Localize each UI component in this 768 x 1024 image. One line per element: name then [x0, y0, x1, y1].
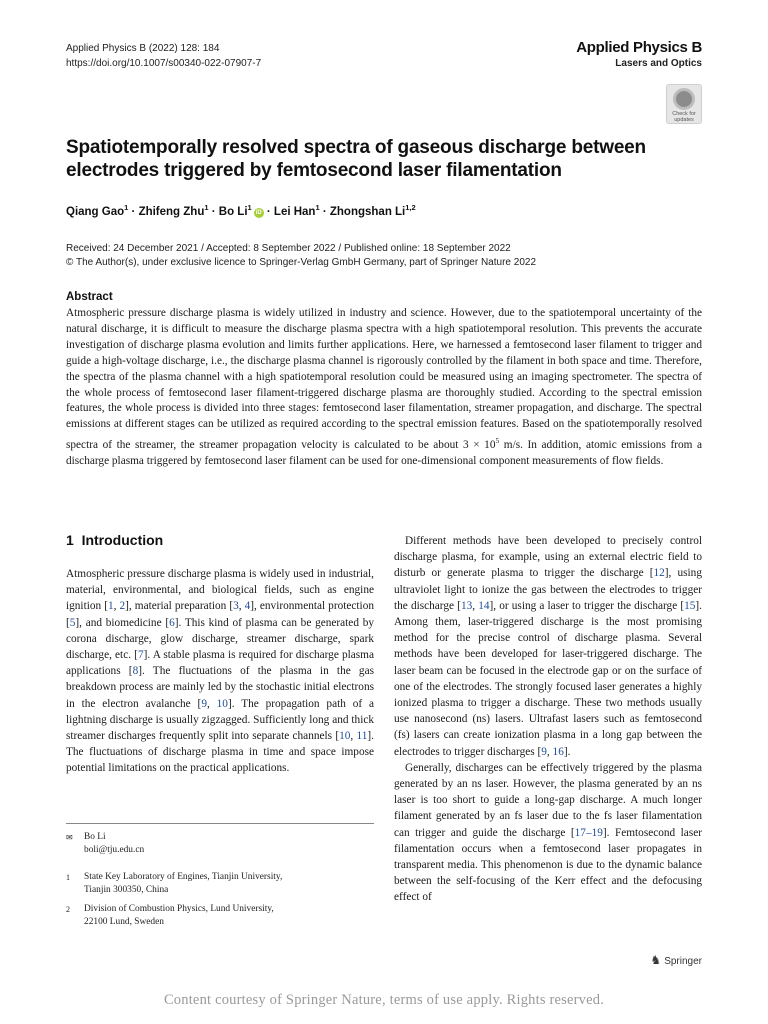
author-affiliation-sup: 1: [315, 203, 320, 212]
abstract-body: Atmospheric pressure discharge plasma is widely utilized in industry and science. However, due to the spatiotemporal uncertainty of the natural discharge, it is difficult to measure the discharge plasma spectra with a high spatiotemporal resolution. This prevents the accurate investigation of discharge plasma evolution and limits further applications. Here, we harnessed a femtosecond laser filament to trigger and guide a high-voltage discharge, i.e., the discharge plasma channel is rigorously controlled by the filament in both space and time. Therefore, the spectra of the plasma channel with a high spatiotemporal resolution could be measured using an imaging spectrometer. The spectra of the whole process of femtosecond laser filament-triggered discharge plasma are thoroughly studied. According to the spectral emission features, the whole process is divided into three stages: femtosecond laser filamentation, streamer propagation, and discharge. The spectral emissions at different stages can be utilized as required according to the spectral emission features. Based on the spatiotemporally resolved spectra of the streamer, the streamer propagation velocity is calculated to be about $3 \times 10^5$ m/s. In addition, atomic emissions from a discharge plasma triggered by femtosecond laser filament can be used for one-dimensional component measurements of flow fields.: [66, 307, 703, 467]
paragraph-intro-1: Atmospheric pressure discharge plasma is widely used in industrial, material, environmental, and biological fields, such as engine ignition [1, 2], material preparation [3, 4], environmental protection [5], and biomedicine [6]. This kind of plasma can be generated by corona discharge, glow discharge, streamer discharge, spark discharge, etc. [7]. A stable plasma is required for discharge plasma applications [8]. The fluctuations of the plasma in the gas breakdown process are mainly led by the stochastic initial electrons in the electron avalanche [9, 10]. The propagation path of a lightning discharge is usually zigzagged. Sufficiently long and thick streamer discharges frequently split into separate channels [10, 11]. The fluctuations of discharge plasma in time and space impose potential limitations on the practical applications.: [66, 568, 374, 775]
paragraph-intro-2: Different methods have been developed to precisely control discharge plasma, for example, using an external electric field to disturb or generate plasma to trigger the discharge [12], using ultraviolet light to ionize the gas between the electrodes to trigger the discharge [13, 14], or using a laser to trigger the discharge [15]. Among them, laser-triggered discharge is the most promising method for the precise control of discharge plasma. Several methods have been developed for laser-triggered discharge. The laser beam can be focused in the electrode gap or on the surface of one of the electrodes. The strongly focused laser generates a highly ionized plasma to trigger a discharge. These two methods usually use nanosecond (ns) lasers. Ultrafast lasers such as femtosecond (fs) lasers can create ionization plasma in a long gap between the electrodes to trigger discharges [9, 16].: [394, 535, 703, 758]
section-heading-introduction: 1 Introduction: [66, 532, 164, 548]
footnote-divider: [66, 823, 374, 824]
author-separator: ·: [128, 205, 139, 218]
citation-link[interactable]: 10: [216, 697, 228, 710]
check-for-updates-label: Check for updates: [672, 111, 696, 123]
corresponding-author-email[interactable]: boli@tju.edu.cn: [84, 845, 145, 855]
citation-link[interactable]: 4: [244, 600, 251, 613]
courtesy-notice: Content courtesy of Springer Nature, terms of use apply. Rights reserved.: [163, 992, 605, 1008]
citation-link[interactable]: 6: [169, 616, 175, 629]
citation-line: Applied Physics B (2022) 128: 184: [66, 43, 220, 54]
springer-horse-icon: ♞: [650, 953, 662, 967]
doi-link[interactable]: https://doi.org/10.1007/s00340-022-07907-7: [66, 58, 262, 69]
author-name[interactable]: Bo Li: [218, 205, 248, 218]
author-separator: ·: [263, 205, 274, 218]
author-name[interactable]: Zhifeng Zhu: [138, 205, 205, 218]
affiliation-marker: 1: [66, 873, 70, 882]
citation-link[interactable]: 7: [137, 649, 144, 662]
corresponding-author-name: Bo Li: [84, 832, 106, 842]
citation-link[interactable]: 9: [541, 745, 547, 758]
citation-link[interactable]: 12: [653, 567, 665, 580]
citation-link[interactable]: 14: [478, 599, 490, 612]
article-header: [66, 41, 261, 71]
author-separator: ·: [208, 205, 219, 218]
citation-link[interactable]: 3: [233, 600, 239, 613]
citation-link[interactable]: 13: [460, 599, 473, 612]
journal-subtitle: Lasers and Optics: [615, 58, 702, 69]
check-for-updates-button[interactable]: [666, 84, 702, 124]
affiliation-2: 2 Division of Combustion Physics, Lund University, 22100 Lund, Sweden: [66, 904, 274, 927]
author-affiliation-sup: 1: [247, 203, 252, 212]
author-affiliation-sup: 1: [124, 203, 129, 212]
author-affiliation-sup: 1,2: [405, 203, 416, 212]
journal-name: Applied Physics B: [576, 39, 702, 56]
citation-link[interactable]: 10: [339, 730, 351, 743]
citation-link[interactable]: 17–19: [574, 826, 603, 839]
citation-link[interactable]: 9: [201, 697, 207, 710]
citation-link[interactable]: 11: [356, 730, 368, 743]
abstract-heading: Abstract: [66, 291, 113, 303]
citation-link[interactable]: 16: [552, 745, 564, 758]
author-name[interactable]: Qiang Gao: [66, 205, 125, 218]
citation-link[interactable]: 15: [684, 599, 696, 612]
author-list: [66, 203, 416, 218]
publisher-logo: [650, 953, 702, 967]
check-for-updates-icon: [673, 88, 695, 110]
affiliation-1: 1 State Key Laboratory of Engines, Tianjin University, Tianjin 300350, China: [66, 872, 283, 895]
author-name[interactable]: Zhongshan Li: [329, 205, 406, 218]
envelope-icon: ✉: [66, 833, 73, 842]
journal-branding: [576, 39, 702, 69]
author-name[interactable]: Lei Han: [273, 205, 316, 218]
citation-link[interactable]: 8: [132, 665, 139, 678]
date-history: Received: 24 December 2021 / Accepted: 8 September 2022 / Published online: 18 September 2022: [66, 243, 511, 254]
orcid-icon[interactable]: iD: [255, 209, 262, 216]
paper-title: Spatiotemporally resolved spectra of gaseous discharge between electrodes triggered by femtosecond laser filamentation: [66, 137, 646, 181]
body-column-right: [394, 533, 702, 906]
publisher-name: Springer: [664, 956, 702, 967]
corresponding-author-note: [66, 831, 145, 857]
copyright-notice: © The Author(s), under exclusive licence to Springer-Verlag GmbH Germany, part of Springer Nature 2022: [66, 257, 536, 268]
publication-dates: [66, 242, 536, 270]
body-column-left: [66, 566, 374, 777]
paragraph-intro-3: Generally, discharges can be effectively triggered by the plasma generated by an ns laser. However, the plasma generated by an ns laser is too short to guide a long-gap discharge. A much longer filament generated by an fs laser due to the fs laser filamentation can trigger and guide the discharge [17–19]. Femtosecond laser filamentation occurs when a femtosecond laser propagates in transparent media. This phenomenon is due to the dynamic balance between the self-focusing of the Kerr effect and the defocusing effect of: [394, 761, 702, 904]
citation-link[interactable]: 5: [69, 616, 76, 629]
citation-link[interactable]: 2: [119, 600, 126, 613]
author-affiliation-sup: 1: [204, 203, 209, 212]
affiliation-marker: 2: [66, 905, 70, 914]
author-separator: ·: [319, 205, 330, 218]
citation-link[interactable]: 1: [107, 600, 114, 613]
